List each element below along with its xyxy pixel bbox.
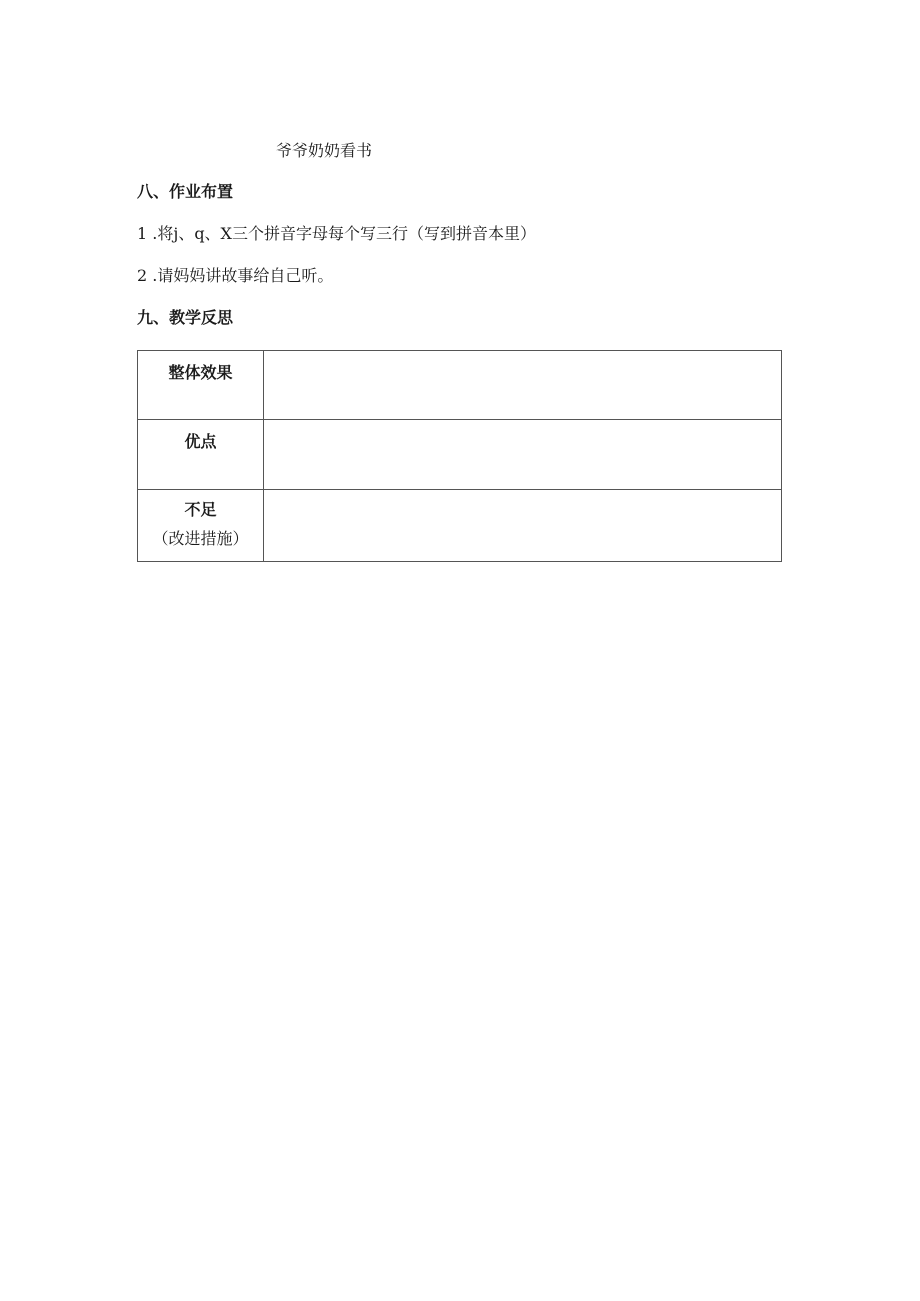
row-label-strengths: 优点 — [138, 420, 264, 490]
row-content-shortcomings — [264, 490, 782, 562]
homework-item-1: 1 .将j、q、X三个拼音字母每个写三行（写到拼音本里） — [137, 224, 536, 243]
shortcomings-label: 不足 — [184, 500, 217, 519]
table-row — [138, 420, 782, 490]
table-row — [138, 490, 782, 562]
homework-item-2: 2 .请妈妈讲故事给自己听。 — [137, 266, 334, 285]
text-line-grandparents-reading: 爷爷奶奶看书 — [276, 141, 373, 160]
row-content-overall-effect — [264, 351, 782, 420]
table-row — [138, 351, 782, 420]
row-label-shortcomings — [138, 490, 264, 562]
row-content-strengths — [264, 420, 782, 490]
improvement-measures-label: （改进措施） — [152, 529, 249, 548]
reflection-table — [137, 350, 782, 562]
row-label-overall-effect: 整体效果 — [138, 351, 264, 420]
section-heading-homework: 八、作业布置 — [137, 182, 234, 201]
section-heading-teaching-reflection: 九、教学反思 — [137, 308, 234, 327]
